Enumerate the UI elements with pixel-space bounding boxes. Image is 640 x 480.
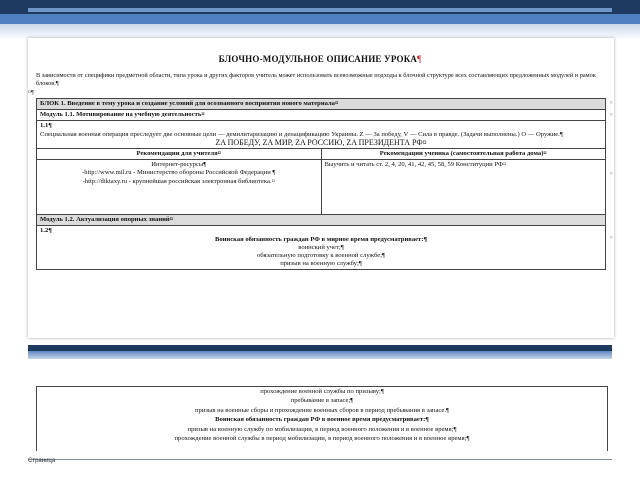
window-header-band bbox=[0, 0, 640, 40]
module-1-1-text: Специальная военная операция преследует две основные цели — демилитаризацию и денацификацию Украины. Z — За победу, V — Сила в правде. (Задачи выполнены.) О — Оружие.¶ bbox=[40, 130, 563, 138]
wartime-duty-heading: Воинская обязанность граждан РФ в военное время предусматривает:¶ bbox=[215, 416, 429, 424]
row-end-mark: ¤ bbox=[610, 101, 613, 106]
peacetime-duty-item: призыв на военные сборы и прохождение военных сборов в период пребывания в запасе.¶ bbox=[195, 406, 449, 414]
teacher-resource-item: -http://www.mil.ru - Министерство обороны Российской Федерации ¶ bbox=[82, 169, 276, 177]
table-row bbox=[37, 226, 606, 270]
peacetime-duty-item: призыв на военную службу;¶ bbox=[280, 260, 362, 268]
teacher-recommendations-header[interactable]: Рекомендации для учителя¤ bbox=[37, 149, 322, 160]
peacetime-duty-item: пребывание в запасе;¶ bbox=[290, 397, 354, 405]
module-1-1-number: 1.1¶ bbox=[40, 122, 52, 130]
peacetime-duty-heading: Воинская обязанность граждан РФ в мирное время предусматривает:¶ bbox=[214, 235, 428, 243]
wartime-duty-item: призыв на военную службу по мобилизации, в период военного положения и в военное время;¶ bbox=[187, 425, 457, 433]
teacher-resource-item: -http://diktaxy.ru - крупнейшая российская электронная библиотека.¤ bbox=[82, 177, 275, 185]
module-1-2-content[interactable] bbox=[37, 226, 606, 270]
table-row bbox=[37, 121, 606, 149]
module-1-1-title[interactable]: Модуль 1.1. Мотивирование на учебную деятельность¤ bbox=[37, 110, 606, 121]
page-indicator[interactable]: Страница bbox=[28, 458, 56, 464]
teacher-recommendations-cell[interactable] bbox=[37, 160, 322, 215]
status-bar-divider bbox=[28, 459, 612, 460]
module-1-2-title[interactable]: Модуль 1.2. Актуализация опорных знаний¤ bbox=[37, 215, 606, 226]
header-accent-bar bbox=[28, 8, 612, 12]
student-recommendations-cell[interactable]: Выучить и читать ст. 2, 4, 20, 41, 42, 45, 58, 59 Конституции РФ¤ bbox=[321, 160, 606, 215]
module-1-1-slogan: ZA ПОБЕДУ, ZA МИР, ZA РОССИЮ, ZA ПРЕЗИДЕНТА РФ¤ bbox=[215, 137, 427, 147]
lesson-table bbox=[36, 98, 606, 270]
wartime-duty-item: прохождение военной службы в период мобилизации, в период военного положения и в военное время;¶ bbox=[174, 435, 470, 443]
module-1-1-content[interactable] bbox=[37, 121, 606, 149]
header-mid-strip bbox=[0, 14, 640, 24]
table-fragment[interactable] bbox=[36, 386, 608, 451]
document-intro: В зависимости от специфики предметной области, типа урока и других факторов учитель может использовать всевозможные подходы к блочной структуре всех составляющих предложенных модулей и рамок блоков.¶ bbox=[36, 72, 596, 87]
document-title bbox=[0, 54, 640, 64]
status-bar bbox=[0, 456, 640, 480]
peacetime-duty-item: прохождение военной службы по призыву;¶ bbox=[260, 388, 384, 395]
table-row bbox=[37, 99, 606, 110]
page-separator-band bbox=[0, 345, 640, 359]
row-end-mark: ¤ bbox=[610, 113, 613, 118]
table-row bbox=[37, 149, 606, 160]
table-row bbox=[37, 160, 606, 215]
row-end-mark: ¤ bbox=[610, 236, 613, 241]
peacetime-duty-item: обязательную подготовку к военной службе;¶ bbox=[256, 252, 386, 260]
table-row bbox=[37, 110, 606, 121]
module-1-2-number: 1.2¶ bbox=[40, 227, 52, 235]
table-anchor-marker: ¤¶ bbox=[28, 90, 34, 96]
separator-light-strip bbox=[28, 351, 612, 359]
block-1-header[interactable]: БЛОК 1. Введение в тему урока и создание условий для осознанного восприятия нового материала¤ bbox=[37, 99, 606, 110]
student-recommendations-header[interactable]: Рекомендации ученика (самостоятельная работа дома)¤ bbox=[321, 149, 606, 160]
teacher-resource-item: Интернет-ресурсы¶ bbox=[151, 161, 207, 169]
document-title-text: БЛОЧНО-МОДУЛЬНОЕ ОПИСАНИЕ УРОКА bbox=[218, 54, 418, 64]
table-row bbox=[37, 215, 606, 226]
paragraph-mark: ¶ bbox=[417, 54, 422, 64]
row-end-mark: ¤ bbox=[610, 172, 613, 177]
peacetime-duty-item: воинский учет;¶ bbox=[298, 243, 344, 251]
